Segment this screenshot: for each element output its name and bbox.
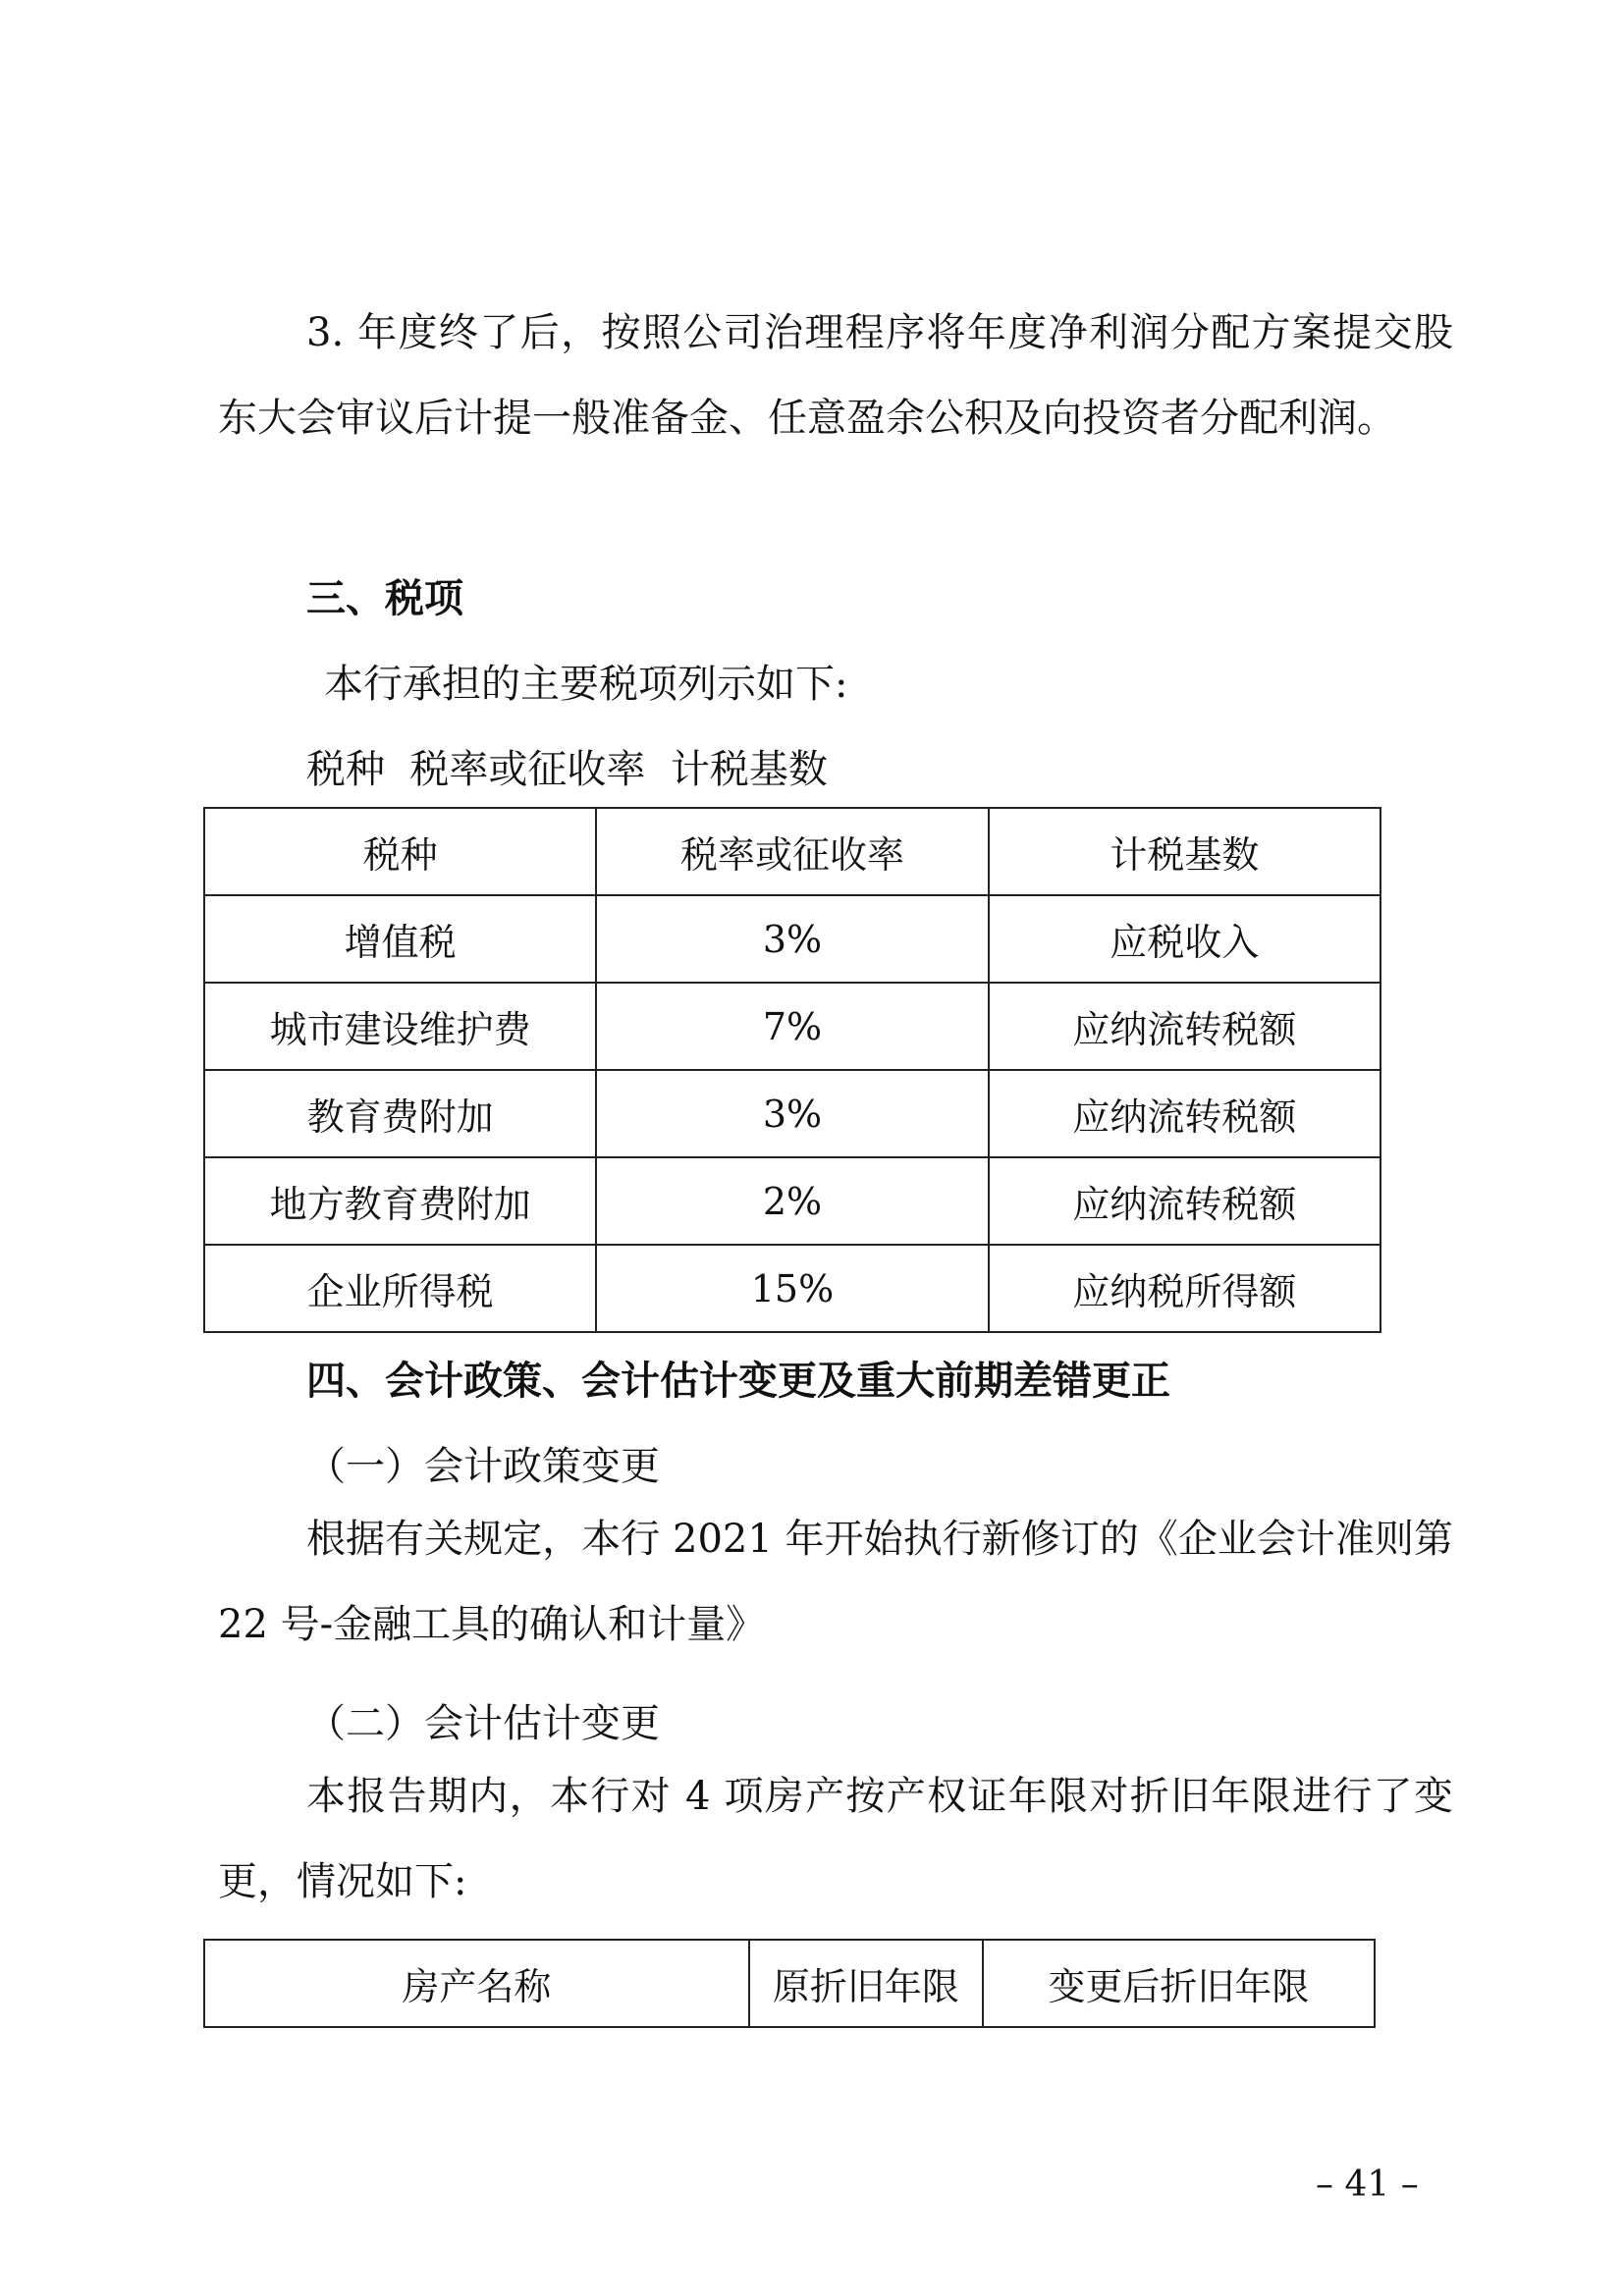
table-row bbox=[204, 895, 1380, 983]
tax-type-cell: 企业所得税 bbox=[204, 1245, 596, 1332]
table-row bbox=[204, 1245, 1380, 1332]
section-3-title: 三、税项 bbox=[306, 575, 463, 621]
tax-header-cell: 税率或征收率 bbox=[596, 808, 988, 895]
section-4-title: 四、会计政策、会计估计变更及重大前期差错更正 bbox=[306, 1358, 1170, 1404]
subsection-1-title: （一）会计政策变更 bbox=[306, 1444, 660, 1489]
page-number: – 41 – bbox=[1316, 2164, 1419, 2205]
tax-header-cell: 税种 bbox=[204, 808, 596, 895]
property-header-cell: 房产名称 bbox=[204, 1940, 749, 2027]
table-row bbox=[204, 983, 1380, 1070]
property-header-cell: 原折旧年限 bbox=[749, 1940, 983, 2027]
tax-type-cell: 增值税 bbox=[204, 895, 596, 983]
tax-rate-cell: 2% bbox=[596, 1157, 988, 1245]
tax-rate-cell: 7% bbox=[596, 983, 988, 1070]
tax-rate-cell: 3% bbox=[596, 1070, 988, 1157]
tax-type-cell: 教育费附加 bbox=[204, 1070, 596, 1157]
subsection-2-title: （二）会计估计变更 bbox=[306, 1701, 660, 1746]
profit-distribution-paragraph: 3. 年度终了后，按照公司治理程序将年度净利润分配方案提交股东大会审议后计提一般准备金、任意盈余公积及向投资者分配利润。 bbox=[218, 310, 1453, 441]
policy-change-paragraph: 根据有关规定，本行 2021 年开始执行新修订的《企业会计准则第 22 号-金融工具的确认和计量》 bbox=[218, 1517, 1453, 1647]
tax-table-header-row bbox=[204, 808, 1380, 895]
tax-base-cell: 应纳流转税额 bbox=[989, 983, 1380, 1070]
tax-base-cell: 应纳流转税额 bbox=[989, 1070, 1380, 1157]
tax-type-cell: 城市建设维护费 bbox=[204, 983, 596, 1070]
tax-base-cell: 应税收入 bbox=[989, 895, 1380, 983]
estimate-change-paragraph: 本报告期内，本行对 4 项房产按产权证年限对折旧年限进行了变更，情况如下: bbox=[218, 1774, 1453, 1904]
tax-type-cell: 地方教育费附加 bbox=[204, 1157, 596, 1245]
tax-rate-cell: 3% bbox=[596, 895, 988, 983]
property-table bbox=[203, 1939, 1376, 2028]
tax-rate-cell: 15% bbox=[596, 1245, 988, 1332]
tax-base-cell: 应纳税所得额 bbox=[989, 1245, 1380, 1332]
tax-intro: 本行承担的主要税项列示如下: bbox=[324, 662, 848, 707]
property-header-cell: 变更后折旧年限 bbox=[983, 1940, 1375, 2027]
table-row bbox=[204, 1070, 1380, 1157]
tax-caption: 税种 税率或征收率 计税基数 bbox=[306, 747, 828, 792]
property-table-header-row bbox=[204, 1940, 1375, 2027]
tax-header-cell: 计税基数 bbox=[989, 808, 1380, 895]
tax-base-cell: 应纳流转税额 bbox=[989, 1157, 1380, 1245]
tax-table bbox=[203, 807, 1381, 1333]
table-row bbox=[204, 1157, 1380, 1245]
